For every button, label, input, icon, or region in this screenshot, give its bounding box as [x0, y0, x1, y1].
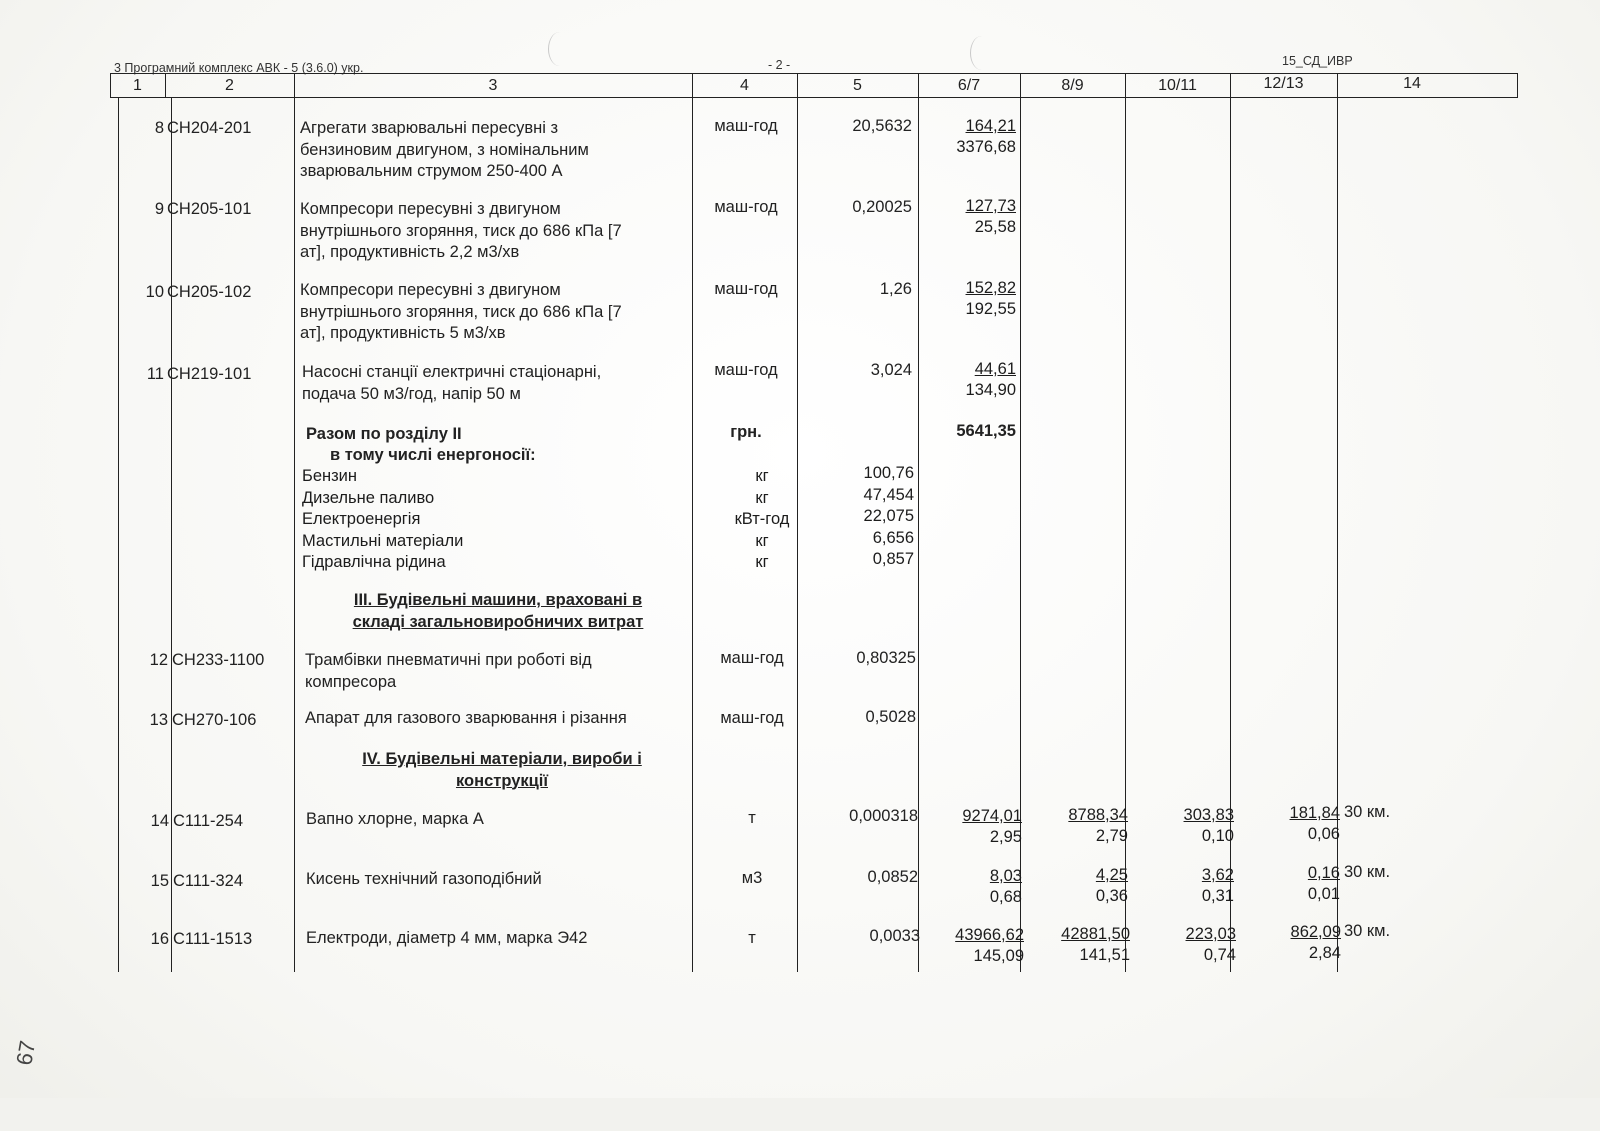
- column-header: 1: [133, 77, 142, 94]
- energy-names: [302, 466, 687, 574]
- resource-description: Електроди, діаметр 4 мм, марка Э42: [306, 929, 588, 947]
- quantity: 0,000318: [849, 807, 918, 825]
- energy-unit: кг: [755, 467, 769, 485]
- row-number: 13: [149, 711, 168, 729]
- energy-qty: 6,656: [872, 528, 914, 547]
- quantity: 0,5028: [865, 708, 916, 726]
- column-header: 14: [1403, 75, 1421, 92]
- energy-heading: в тому числі енергоносії:: [330, 446, 536, 464]
- column-header: 4: [740, 77, 749, 94]
- price-6-7: $\frac{8,03}{0,68}$: [989, 867, 1022, 906]
- row-number: 14: [150, 812, 169, 830]
- unit: м3: [741, 869, 763, 887]
- page-number: - 2 -: [768, 58, 791, 72]
- energy-unit: кВт-год: [734, 510, 790, 528]
- resource-description: Агрегати зварювальні пересувні з бензиновим двигуном, з номінальним зварювальним струмом 250-400 А: [300, 119, 589, 180]
- energy-unit: кг: [755, 531, 769, 550]
- unit: маш-год: [714, 280, 778, 298]
- column-divider: [294, 73, 295, 972]
- resource-code: СН233-1100: [172, 651, 265, 669]
- row-number: 16: [150, 930, 169, 948]
- energy-qty: 0,857: [872, 550, 914, 568]
- total-unit: грн.: [730, 423, 762, 441]
- unit: маш-год: [720, 649, 784, 667]
- column-divider: [118, 98, 119, 972]
- price-12-13: $\frac{862,09}{2,84}$: [1290, 923, 1341, 962]
- unit: маш-год: [714, 117, 778, 135]
- document-code: 15_СД_ИВР: [1282, 54, 1353, 68]
- row-number: 12: [149, 651, 168, 669]
- scan-bottom-edge: [0, 1098, 1600, 1131]
- column-header: 10/11: [1158, 77, 1197, 94]
- column-header: 3: [488, 77, 498, 94]
- price-6-7: $\frac{43966,62}{145,09}$: [955, 926, 1024, 965]
- resource-description: Кисень технічний газоподібний: [306, 870, 542, 888]
- energy-qty: 22,075: [863, 507, 914, 525]
- energy-name: Гідравлічна рідина: [302, 553, 446, 571]
- energy-qty: 47,454: [863, 485, 914, 504]
- column-header: 12/13: [1263, 75, 1304, 92]
- quantity: 1,26: [879, 280, 912, 298]
- row-number: 15: [150, 872, 169, 890]
- energy-name: Мастильні матеріали: [302, 531, 464, 550]
- energy-quantities: [800, 463, 914, 571]
- row-number: 10: [145, 283, 164, 301]
- handwritten-page-mark: 67: [11, 1038, 41, 1068]
- energy-name: Електроенергія: [302, 510, 421, 528]
- header-bottom-border: [110, 97, 1518, 98]
- resource-code: С111-324: [173, 872, 244, 890]
- price-10-11: $\frac{3,62}{0,31}$: [1201, 866, 1234, 905]
- resource-description: Трамбівки пневматичні при роботі від компресора: [305, 651, 592, 691]
- resource-code: СН270-106: [172, 711, 257, 729]
- distance-note: 30 км.: [1344, 922, 1391, 940]
- price-6-7: $\frac{44,61}{134,90}$: [965, 360, 1016, 399]
- resource-code: С111-1513: [173, 930, 253, 948]
- resource-code: СН205-101: [167, 200, 252, 218]
- column-divider: [1517, 73, 1518, 98]
- price-8-9: $\frac{8788,34}{2,79}$: [1068, 806, 1128, 845]
- table-top-border: [110, 73, 1518, 74]
- resource-description: Насосні станції електричні стаціонарні, подача 50 м3/год, напір 50 м: [302, 363, 602, 403]
- row-number: 11: [146, 365, 164, 383]
- unit: маш-год: [714, 361, 778, 379]
- energy-name: Бензин: [302, 467, 358, 485]
- column-header: 8/9: [1061, 77, 1084, 94]
- price-12-13: $\frac{181,84}{0,06}$: [1289, 804, 1340, 843]
- price-8-9: $\frac{4,25}{0,36}$: [1095, 866, 1128, 905]
- price-8-9: $\frac{42881,50}{141,51}$: [1061, 925, 1130, 964]
- program-header: 3 Програмний комплекс АВК - 5 (3.6.0) укр.: [114, 61, 364, 75]
- price-6-7: $\frac{9274,01}{2,95}$: [962, 807, 1022, 846]
- quantity: 20,5632: [852, 117, 912, 135]
- section-3-title: III. Будівельні машини, враховані в складі загальновиробничих витрат: [352, 591, 644, 631]
- resource-code: С111-254: [173, 812, 244, 830]
- column-header: 5: [853, 77, 862, 94]
- distance-note: 30 км.: [1344, 803, 1391, 821]
- price-10-11: $\frac{303,83}{0,10}$: [1183, 806, 1234, 845]
- total-value: 5641,35: [956, 422, 1016, 440]
- punch-hole-mark: [970, 36, 993, 70]
- price-6-7: $\frac{127,73}{25,58}$: [965, 197, 1016, 236]
- price-6-7: $\frac{152,82}{192,55}$: [965, 279, 1016, 318]
- energy-name: Дизельне паливо: [302, 488, 435, 507]
- section-4-title: IV. Будівельні матеріали, вироби і конструкції: [362, 750, 642, 790]
- price-6-7: $\frac{164,21}{3376,68}$: [956, 117, 1016, 156]
- resource-code: СН219-101: [167, 365, 252, 383]
- resource-code: СН205-102: [167, 283, 252, 301]
- resource-code: СН204-201: [167, 119, 252, 137]
- distance-note: 30 км.: [1344, 863, 1391, 881]
- row-number: 8: [154, 119, 164, 137]
- price-10-11: $\frac{223,03}{0,74}$: [1185, 925, 1236, 964]
- energy-qty: 100,76: [863, 464, 914, 482]
- unit: маш-год: [720, 709, 784, 727]
- quantity: 3,024: [870, 361, 912, 379]
- row-number: 9: [154, 200, 164, 218]
- column-header: 6/7: [957, 77, 981, 94]
- column-header: 2: [225, 77, 234, 94]
- price-12-13: $\frac{0,16}{0,01}$: [1307, 864, 1340, 903]
- quantity: 0,80325: [856, 649, 916, 667]
- quantity: 0,20025: [852, 198, 912, 216]
- energy-unit: кг: [755, 553, 769, 571]
- resource-description: Компресори пересувні з двигуном внутрішнього згоряння, тиск до 686 кПа [7 ат], продуктивність 2,2 м3/хв: [300, 200, 622, 261]
- resource-description: Апарат для газового зварювання і різання: [305, 709, 627, 727]
- punch-hole-mark: [548, 32, 571, 66]
- resource-description: Вапно хлорне, марка А: [306, 810, 484, 828]
- column-divider: [918, 73, 919, 972]
- column-divider: [171, 98, 172, 972]
- resource-description: Компресори пересувні з двигуном внутрішнього згоряння, тиск до 686 кПа [7 ат], продуктивність 5 м3/хв: [300, 281, 622, 342]
- unit: т: [748, 809, 756, 827]
- quantity: 0,0033: [869, 927, 920, 945]
- unit: маш-год: [714, 198, 778, 216]
- column-divider: [692, 73, 693, 972]
- energy-unit: кг: [755, 488, 769, 507]
- quantity: 0,0852: [867, 868, 918, 886]
- unit: т: [748, 929, 756, 947]
- section-total-label: Разом по розділу II: [306, 425, 462, 443]
